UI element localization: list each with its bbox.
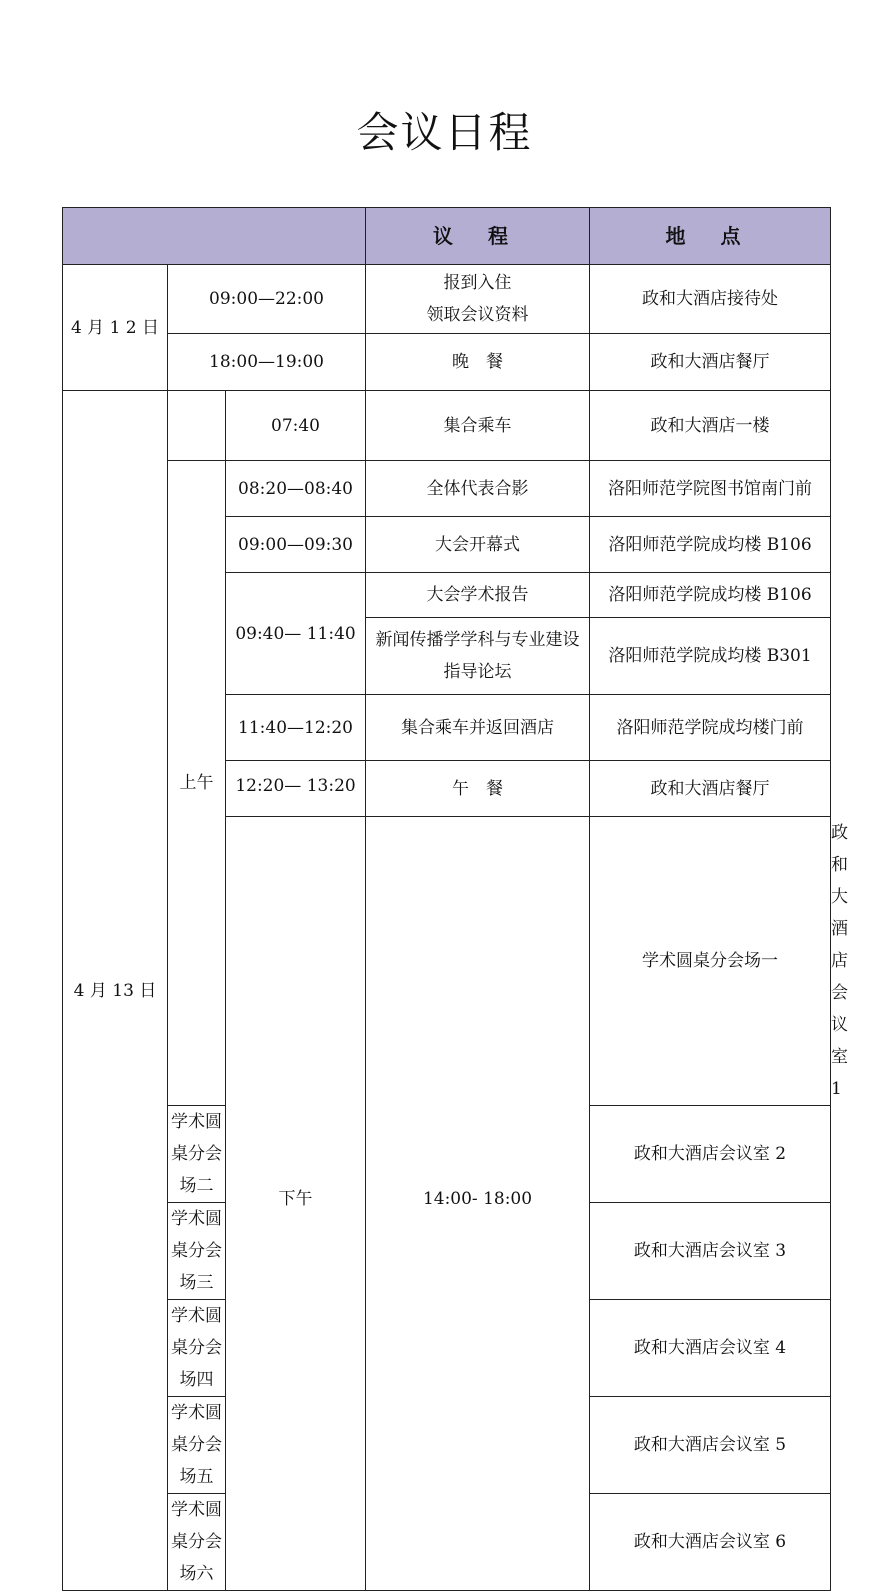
agenda-cell: 大会学术报告	[366, 573, 590, 618]
agenda-cell: 学术圆桌分会场五	[168, 1397, 226, 1494]
table-row	[63, 391, 831, 461]
place-cell: 政和大酒店一楼	[590, 391, 831, 461]
place-cell: 政和大酒店会议室 2	[590, 1106, 831, 1203]
agenda-cell: 集合乘车并返回酒店	[366, 695, 590, 761]
header-place: 地 点	[590, 208, 831, 265]
table-row: 下午 14:00- 18:00 学术圆桌分会场一 政和大酒店会议室 1	[63, 817, 831, 1106]
schedule-table	[62, 207, 849, 1591]
afternoon-label: 下午	[226, 817, 366, 1591]
table-row	[63, 334, 831, 391]
agenda-cell: 大会开幕式	[366, 517, 590, 573]
time-cell: 14:00- 18:00	[366, 817, 590, 1591]
agenda-cell: 全体代表合影	[366, 461, 590, 517]
agenda-cell: 学术圆桌分会场一	[590, 817, 831, 1106]
place-cell: 洛阳师范学院成均楼 B301	[590, 618, 831, 695]
time-cell: 18:00—19:00	[168, 334, 366, 391]
agenda-cell	[366, 618, 590, 695]
header-agenda: 议 程	[366, 208, 590, 265]
agenda-cell: 晚 餐	[366, 334, 590, 391]
place-cell: 政和大酒店会议室 3	[590, 1203, 831, 1300]
place-cell: 政和大酒店会议室 6	[590, 1494, 831, 1591]
place-cell: 洛阳师范学院成均楼门前	[590, 695, 831, 761]
date-cell-day1: 4 月 1 2 日	[63, 265, 168, 391]
agenda-cell: 集合乘车	[366, 391, 590, 461]
time-cell: 09:00—22:00	[168, 265, 366, 334]
table-row	[63, 461, 831, 517]
time-cell: 07:40	[226, 391, 366, 461]
time-cell: 09:00—09:30	[226, 517, 366, 573]
agenda-line: 领取会议资料	[426, 305, 529, 325]
morning-label: 上午	[168, 461, 226, 1106]
time-cell: 11:40—12:20	[226, 695, 366, 761]
place-cell: 洛阳师范学院成均楼 B106	[590, 517, 831, 573]
header-row	[63, 208, 831, 265]
agenda-line: 新闻传播学学科与专业建设	[375, 630, 580, 650]
place-cell: 洛阳师范学院成均楼 B106	[590, 573, 831, 618]
agenda-cell: 午 餐	[366, 761, 590, 817]
agenda-line: 报到入住	[443, 273, 512, 293]
header-blank-cell	[63, 208, 366, 265]
agenda-cell	[366, 265, 590, 334]
agenda-cell: 学术圆桌分会场二	[168, 1106, 226, 1203]
empty-period-cell	[168, 391, 226, 461]
time-cell: 12:20— 13:20	[226, 761, 366, 817]
agenda-cell: 学术圆桌分会场四	[168, 1300, 226, 1397]
agenda-cell: 学术圆桌分会场三	[168, 1203, 226, 1300]
page-title: 会议日程	[356, 108, 533, 157]
place-cell: 政和大酒店会议室 4	[590, 1300, 831, 1397]
date-cell-day2: 4 月 13 日	[63, 391, 168, 1591]
place-cell: 政和大酒店接待处	[590, 265, 831, 334]
time-cell: 08:20—08:40	[226, 461, 366, 517]
agenda-cell: 学术圆桌分会场六	[168, 1494, 226, 1591]
agenda-line: 指导论坛	[443, 662, 512, 682]
place-cell: 政和大酒店会议室 5	[590, 1397, 831, 1494]
place-cell: 政和大酒店餐厅	[590, 761, 831, 817]
table-row	[63, 265, 831, 334]
time-cell: 09:40— 11:40	[226, 573, 366, 695]
place-cell: 政和大酒店餐厅	[590, 334, 831, 391]
place-cell: 洛阳师范学院图书馆南门前	[590, 461, 831, 517]
